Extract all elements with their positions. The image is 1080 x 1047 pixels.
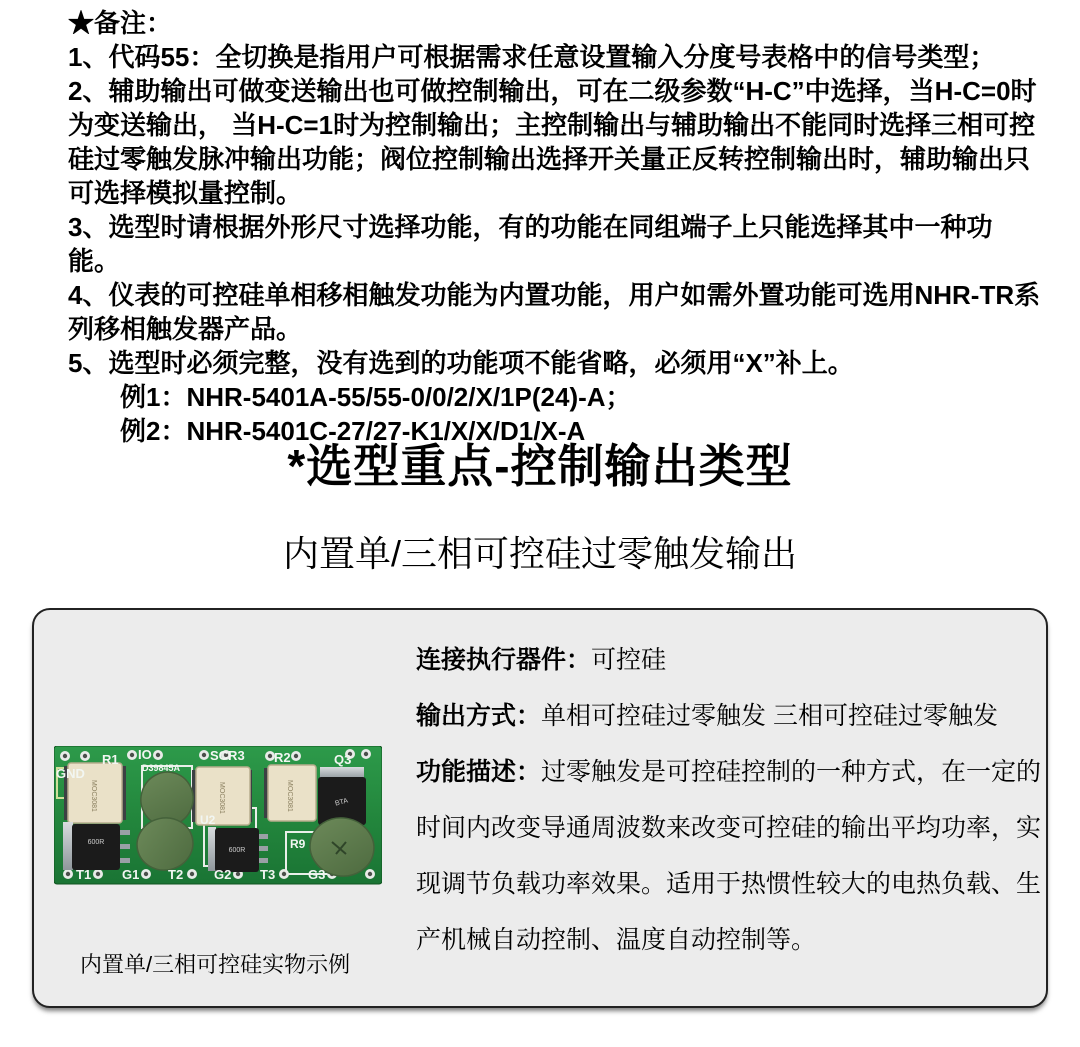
label-part-number: D39845A [142, 763, 181, 773]
label-r1: R1 [102, 752, 119, 767]
model-example-2: 例2：NHR-5401C-27/27-K1/X/X/D1/X-A [120, 416, 586, 446]
chip-marking: MOC3081 [90, 780, 97, 812]
pcb-board-illustration [54, 746, 382, 886]
label-scr3: SCR3 [210, 748, 245, 763]
label-io: IO [138, 747, 152, 762]
label-t1: T1 [76, 867, 92, 882]
function-desc-row [416, 744, 1050, 968]
connect-device-row [416, 632, 1050, 688]
label-g3: G3 [308, 867, 326, 882]
label-u2: U2 [200, 813, 216, 827]
scr-output-card [32, 608, 1048, 1008]
chip-marking: MOC3081 [286, 780, 293, 812]
remark-item: 5、选型时必须完整，没有选到的功能项不能省略，必须用“X”补上。 [68, 348, 854, 378]
label-q3: Q3 [334, 752, 352, 767]
output-mode-label: 输出方式： [416, 702, 542, 730]
label-t3: T3 [260, 867, 276, 882]
remark-item: 3、选型时请根据外形尺寸选择功能，有的功能在同组端子上只能选择其中一种功能。 [68, 212, 993, 276]
pcb-caption: 内置单/三相可控硅实物示例 [80, 952, 351, 977]
svg-text:600R: 600R [87, 839, 105, 846]
connect-device-value: 可控硅 [591, 646, 667, 674]
label-r9: R9 [290, 837, 306, 851]
label-gnd: GND [56, 766, 85, 781]
section-subtitle: 内置单/三相可控硅过零触发输出 [282, 533, 797, 574]
card-description [416, 632, 1050, 968]
remark-item: 4、仪表的可控硅单相移相触发功能为内置功能，用户如需外置功能可选用NHR-TR系列移相触发器产品。 [68, 280, 1041, 344]
chip-marking: MOC3081 [218, 782, 225, 814]
output-mode-value: 单相可控硅过零触发 三相可控硅过零触发 [541, 702, 998, 730]
connect-device-label: 连接执行器件： [416, 646, 592, 674]
label-g1: G1 [122, 867, 140, 882]
model-example-1: 例1：NHR-5401A-55/55-0/0/2/X/1P(24)-A； [120, 382, 632, 412]
optocoupler-chip [264, 765, 316, 821]
remarks-block [68, 6, 1043, 448]
svg-text:BTA: BTA [334, 797, 349, 808]
triac-package [63, 822, 130, 870]
function-desc-value: 过零触发是可控硅控制的一种方式，在一定的时间内改变导通周波数来改变可控硅的输出平均功率，实现调节负载功率效果。适用于热惯性较大的电热负载、生产机械自动控制、温度自动控制等。 [416, 758, 1042, 954]
remark-item: 2、辅助输出可做变送输出也可做控制输出，可在二级参数“H-C”中选择，当H-C=0时为变送输出， 当H-C=1时为控制输出；主控制输出与辅助输出不能同时选择三相可控硅过零触发脉冲输出功能；阀位控制输出选择开关量正反转控制输出时，辅助输出只可选择模拟量控制。 [68, 76, 1037, 208]
section-title: *选型重点-控制输出类型 [287, 440, 793, 492]
pcb-photo [54, 746, 382, 886]
output-mode-row [416, 688, 1050, 744]
label-g2: G2 [214, 867, 232, 882]
label-t2: T2 [168, 867, 184, 882]
triac-package [208, 827, 268, 872]
remark-item: 1、代码55：全切换是指用户可根据需求任意设置输入分度号表格中的信号类型； [68, 42, 996, 72]
svg-text:600R: 600R [228, 847, 246, 854]
function-desc-label: 功能描述： [416, 758, 542, 786]
label-r2: R2 [274, 750, 291, 765]
remarks-header: ★备注： [68, 8, 173, 38]
